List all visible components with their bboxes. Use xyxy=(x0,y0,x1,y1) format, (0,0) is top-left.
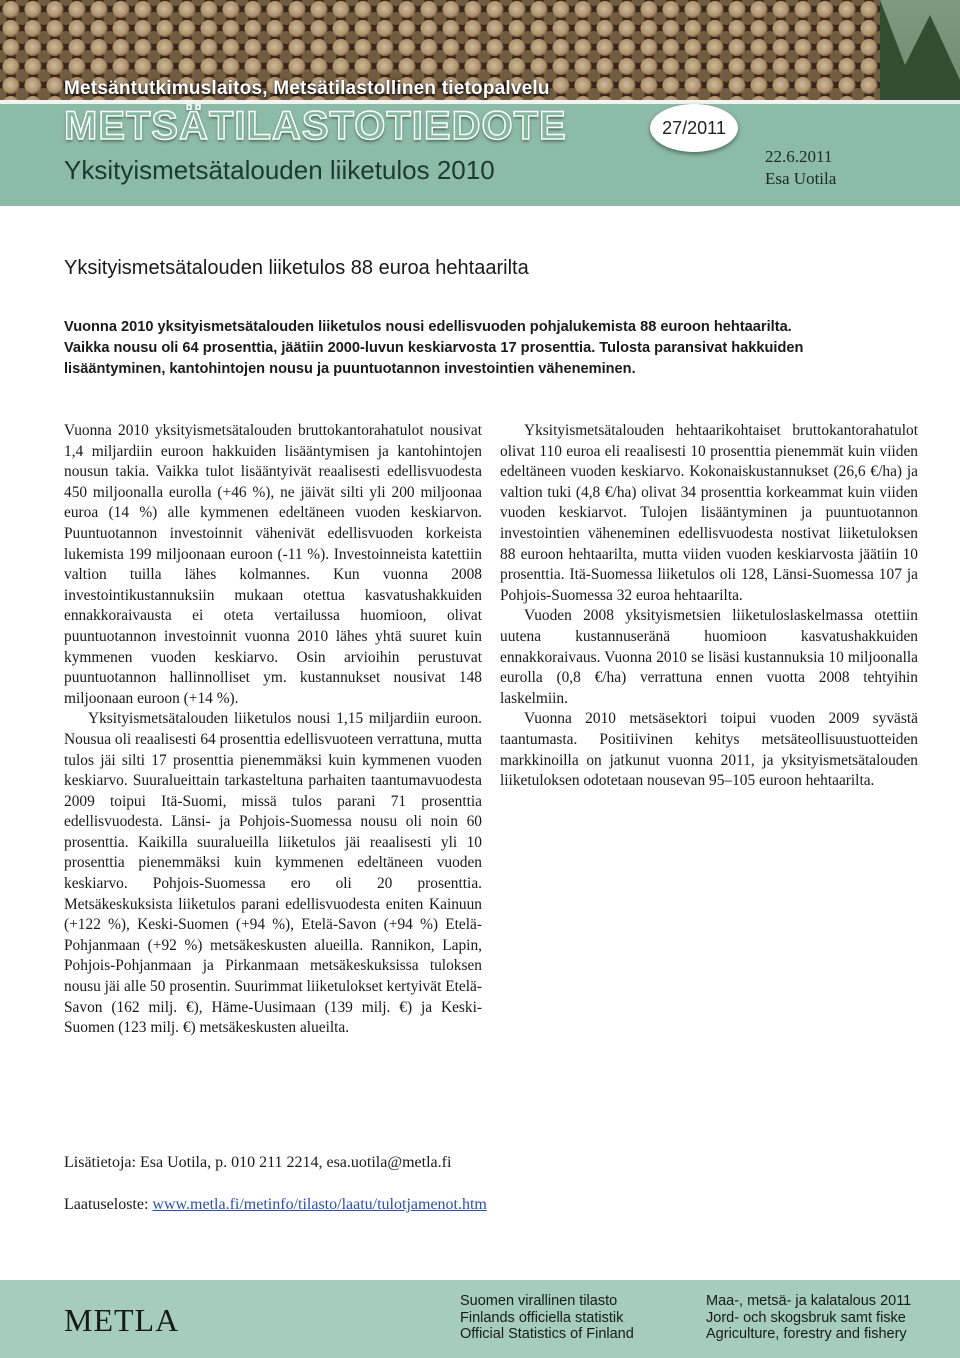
footer-band xyxy=(0,1280,960,1358)
bulletin-subtitle: Yksityismetsätalouden liiketulos 2010 xyxy=(64,155,495,185)
header-banner xyxy=(0,0,960,206)
lead-paragraph xyxy=(64,317,924,380)
contact-info: Lisätietoja: Esa Uotila, p. 010 211 2214, esa.uotila@metla.fi xyxy=(64,1154,452,1171)
stat-label-en: Official Statistics of Finland xyxy=(460,1326,634,1342)
organization-name: Metsäntutkimuslaitos, Metsätilastollinen tietopalvelu xyxy=(64,78,550,99)
stat-label-sv: Finlands officiella statistik xyxy=(460,1309,624,1326)
statistics-topic xyxy=(706,1293,911,1343)
lead-line: Vaikka nousu oli 64 prosenttia, jäätiin 2000-luvun keskiarvosta 17 prosenttia. Tulosta paransivat hakkuiden xyxy=(64,340,804,356)
issue-number: 27/2011 xyxy=(662,117,726,138)
topic-sv: Jord- och skogsbruk samt fiske xyxy=(706,1309,906,1326)
body-paragraph: Yksityismetsätalouden hehtaarikohtaiset bruttokantorahatulot olivat 110 euroa eli reaalisesti 10 prosenttia pienemmät kuin viiden edeltäneen vuoden keskiarvo. Kokonaiskustannukset (26,6 €/ha) ja valtion tuki (4,8 €/ha) olivat 34 prosenttia korkeammat kuin viiden vuoden keskiarvot. Tulojen lisääntyminen ja puuntuotannon investointien väheneminen edellisvuodesta nostivat liiketuloksen 88 euroon hehtaarilta, mutta viiden vuoden keskiarvosta jäätiin 10 prosenttia. Itä-Suomessa liiketulos oli 128, Länsi-Suomessa 107 ja Pohjois-Suomessa 32 euroa hehtaarilta. xyxy=(500,422,918,604)
body-column-right xyxy=(500,421,918,792)
topic-fi: Maa-, metsä- ja kalatalous 2011 xyxy=(706,1293,912,1309)
metla-logo: METLA xyxy=(64,1302,180,1338)
series-title: METSÄTILASTOTIEDOTE xyxy=(64,104,567,148)
lead-line: lisääntyminen, kantohintojen nousu ja puuntuotannon investointien väheneminen. xyxy=(64,361,636,377)
quality-description xyxy=(64,1196,487,1214)
lead-line: Vuonna 2010 yksityismetsätalouden liiketulos nousi edellisvuoden pohjalukemista 88 euroon hehtaarilta. xyxy=(64,319,792,335)
body-column-left xyxy=(64,421,482,1039)
quality-link[interactable]: www.metla.fi/metinfo/tilasto/laatu/tulotjamenot.htm xyxy=(152,1196,487,1213)
body-paragraph: Vuonna 2010 metsäsektori toipui vuoden 2009 syvästä taantumasta. Positiivinen kehitys metsäteollisuustuotteiden markkinoilla on jatkunut vuonna 2011, ja yksityismetsätalouden liiketuloksen odotetaan nousevan 95–105 euroon hehtaarilta. xyxy=(500,710,918,790)
issue-number-badge xyxy=(650,104,738,152)
official-statistics-label xyxy=(460,1293,634,1343)
body-paragraph: Yksityismetsätalouden liiketulos nousi 1,15 miljardiin euroon. Nousua oli reaalisesti 64 prosenttia edellisvuoteen verrattuna, mutta tulos jäi silti 17 prosenttia pienemmäksi kuin kymmenen vuoden keskiarvo. Suuralueittain tarkasteltuna parhaiten taantumavuodesta 2009 toipui Itä-Suomi, missä tulos parani 71 prosenttia edellisvuodesta. Länsi- ja Pohjois-Suomessa nousu oli noin 60 prosenttia. Kaikilla suuralueilla liiketulos jäi reaalisesti yli 10 prosenttia pienemmäksi kuin kymmenen edeltäneen vuoden keskiarvo. Pohjois-Suomessa ero oli 20 prosenttia. Metsäkeskuksista liiketulos parani edellisvuodesta eniten Kainuun (+122 %), Keski-Suomen (+94 %), Etelä-Savon (+94 %) Etelä-Pohjanmaan (+92 %) metsäkeskusten alueilla. Rannikon, Lapin, Pohjois-Pohjanmaan ja Pirkanmaan metsäkeskuksissa tuloksen nousu jäi alle 50 prosentin. Suurimmat liiketulokset kertyivät Etelä-Savon (162 milj. €), Häme-Uusimaan (139 milj. €) ja Keski-Suomen (123 milj. €) metsäkeskusten alueilta. xyxy=(64,710,482,1037)
stat-label-fi: Suomen virallinen tilasto xyxy=(460,1293,618,1309)
document-title: Yksityismetsätalouden liiketulos 88 euroa hehtaarilta xyxy=(64,257,529,279)
quality-label: Laatuseloste: xyxy=(64,1196,153,1213)
publication-info xyxy=(765,146,836,190)
author-name: Esa Uotila xyxy=(765,169,837,188)
body-paragraph: Vuonna 2010 yksityismetsätalouden bruttokantorahatulot nousivat 1,4 miljardiin euroon hakkuiden lisääntymisen ja kantohintojen nousun takia. Vaikka tulot lisääntyivät reaalisesti edellisvuodesta 450 miljoonalla eurolla (+46 %), ne jäivät silti yli 200 miljoonaa euroa (14 %) alle kymmenen edeltäneen vuoden keskiarvon. Puuntuotannon investoinnit vähenivät edellisvuoden korkeista lukemista 199 miljoonaan euroon (-11 %). Investoinneista katettiin valtion tuilla lähes kolmannes. Kun vuonna 2008 investointikustannuksiin mukaan otettua kasvatushakkuiden ennakkoraivausta ei oteta vertailussa huomioon, olivat puuntuotannon investoinnit vuonna 2010 lähes yhtä suuret kuin kymmenen vuoden keskiarvo. Osin arvioihin perustuvat puuntuotannon hallinnolliset ym. kustannukset nousivat 148 miljoonaan euroon (+14 %). xyxy=(64,422,482,707)
topic-en: Agriculture, forestry and fishery xyxy=(706,1326,907,1342)
body-paragraph: Vuoden 2008 yksityismetsien liiketuloslaskelmassa otettiin uutena kustannuseränä huomioon kasvatushakkuiden ennakkoraivaus. Vuonna 2010 se lisäsi kustannuksia 10 miljoonalla eurolla (0,8 €/ha) verrattuna ennen vuotta 2008 tehtyihin laskelmiin. xyxy=(500,607,918,707)
publication-date: 22.6.2011 xyxy=(765,147,833,166)
